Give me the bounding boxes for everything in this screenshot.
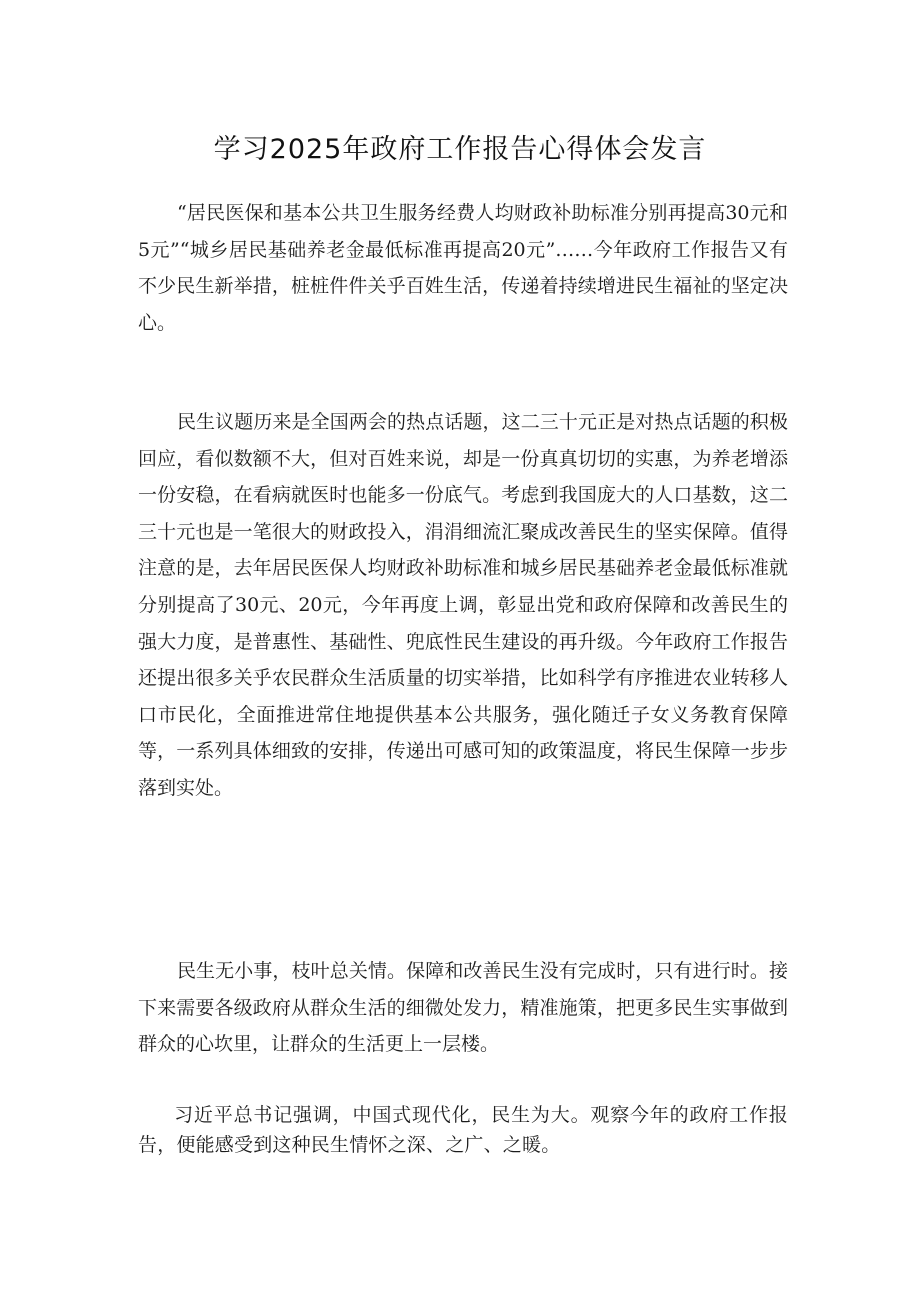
document-title: 学习2025年政府工作报告心得体会发言 [213,134,707,165]
paragraph-4: 习近平总书记强调，中国式现代化，民生为大。观察今年的政府工作报告，便能感受到这种民生情怀之深、之广、之暖。 [138,1104,788,1156]
paragraph-1: “居民医保和基本公共卫生服务经费人均财政补助标准分别再提高30元和5元”“城乡居民基础养老金最低标准再提高20元”……今年政府工作报告又有不少民生新举措，桩桩件件关乎百姓生活，传递着持续增进民生福祉的坚定决心。 [138,202,788,334]
paragraph-3: 民生无小事，枝叶总关情。保障和改善民生没有完成时，只有进行时。接下来需要各级政府从群众生活的细微处发力，精准施策，把更多民生实事做到群众的心坎里，让群众的生活更上一层楼。 [138,960,788,1056]
paragraph-2: 民生议题历来是全国两会的热点话题，这二三十元正是对热点话题的积极回应，看似数额不大，但对百姓来说，却是一份真真切切的实惠，为养老增添一份安稳，在看病就医时也能多一份底气。考虑到我国庞大的人口基数，这二三十元也是一笔很大的财政投入，涓涓细流汇聚成改善民生的坚实保障。值得注意的是，去年居民医保人均财政补助标准和城乡居民基础养老金最低标准就分别提高了30元、20元，今年再度上调，彰显出党和政府保障和改善民生的强大力度，是普惠性、基础性、兜底性民生建设的再升级。今年政府工作报告还提出很多关乎农民群众生活质量的切实举措，比如科学有序推进农业转移人口市民化，全面推进常住地提供基本公共服务，强化随迁子女义务教育保障等，一系列具体细致的安排，传递出可感可知的政策温度，将民生保障一步步落到实处。 [138,411,788,799]
